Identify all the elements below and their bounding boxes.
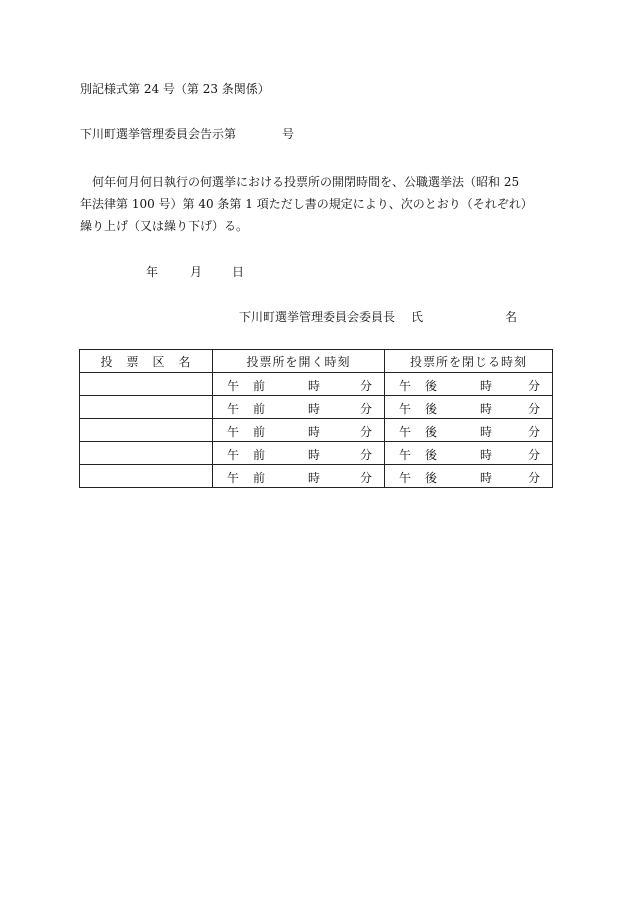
close-time-ampm: 午 <box>399 425 412 439</box>
close-time-hour: 時 <box>480 402 493 416</box>
close-time-prefix: 後 <box>425 425 438 439</box>
close-time-hour: 時 <box>480 425 493 439</box>
open-time-ampm: 午 <box>227 471 240 485</box>
open-time-prefix: 前 <box>253 448 266 462</box>
close-time-prefix: 後 <box>425 402 438 416</box>
table-row <box>80 465 553 488</box>
close-time-min: 分 <box>527 379 540 393</box>
table-row <box>80 419 553 442</box>
close-time-ampm: 午 <box>399 379 412 393</box>
close-time-hour: 時 <box>480 379 493 393</box>
open-time-cell <box>213 373 385 396</box>
signer-name-prefix: 氏 <box>411 310 424 324</box>
open-time-ampm: 午 <box>227 448 240 462</box>
close-time-prefix: 後 <box>425 471 438 485</box>
close-time-ampm: 午 <box>399 448 412 462</box>
close-time-prefix: 後 <box>425 448 438 462</box>
open-time-ampm: 午 <box>227 425 240 439</box>
close-time-min: 分 <box>527 448 540 462</box>
open-time-min: 分 <box>359 402 372 416</box>
body-line: 繰り上げ（又は繰り下げ）る。 <box>80 219 249 233</box>
close-time-hour: 時 <box>480 448 493 462</box>
header-open-time: 投票所を開く時刻 <box>213 350 385 373</box>
open-time-min: 分 <box>359 425 372 439</box>
close-time-cell <box>385 465 553 488</box>
header-district: 投 票 区 名 <box>80 350 213 373</box>
district-name-cell <box>80 442 213 465</box>
open-time-min: 分 <box>359 448 372 462</box>
notice-body <box>80 171 552 237</box>
header-close-time: 投票所を閉じる時刻 <box>385 350 553 373</box>
table-row <box>80 396 553 419</box>
open-time-ampm: 午 <box>227 402 240 416</box>
open-time-hour: 時 <box>308 448 321 462</box>
table-row <box>80 373 553 396</box>
open-time-cell <box>213 419 385 442</box>
date-line <box>146 264 244 280</box>
date-day: 日 <box>232 265 245 279</box>
notice-heading <box>80 126 294 142</box>
close-time-min: 分 <box>527 402 540 416</box>
close-time-cell <box>385 442 553 465</box>
open-time-cell <box>213 442 385 465</box>
open-time-min: 分 <box>359 471 372 485</box>
close-time-min: 分 <box>527 425 540 439</box>
form-label: 別記様式第 24 号（第 23 条関係） <box>80 82 270 96</box>
open-time-cell <box>213 465 385 488</box>
open-time-prefix: 前 <box>253 379 266 393</box>
district-name-cell <box>80 396 213 419</box>
open-time-prefix: 前 <box>253 425 266 439</box>
close-time-cell <box>385 396 553 419</box>
open-time-prefix: 前 <box>253 402 266 416</box>
date-month: 月 <box>190 265 203 279</box>
notice-heading-prefix: 下川町選挙管理委員会告示第 <box>80 127 237 141</box>
district-name-cell <box>80 419 213 442</box>
open-time-prefix: 前 <box>253 471 266 485</box>
table-row <box>80 442 553 465</box>
district-name-cell <box>80 465 213 488</box>
signer-title: 下川町選挙管理委員会委員長 <box>239 310 396 324</box>
table-header-row <box>80 350 553 373</box>
open-time-cell <box>213 396 385 419</box>
close-time-hour: 時 <box>480 471 493 485</box>
open-time-hour: 時 <box>308 471 321 485</box>
notice-heading-suffix: 号 <box>282 127 295 141</box>
close-time-cell <box>385 419 553 442</box>
signer-line <box>239 309 517 325</box>
polling-times-table <box>79 349 553 488</box>
date-year: 年 <box>146 265 159 279</box>
signer-name-suffix: 名 <box>505 310 518 324</box>
close-time-min: 分 <box>527 471 540 485</box>
body-line: 何年何月何日執行の何選挙における投票所の開閉時間を、公職選挙法（昭和 25 <box>80 175 520 189</box>
close-time-ampm: 午 <box>399 471 412 485</box>
open-time-ampm: 午 <box>227 379 240 393</box>
close-time-cell <box>385 373 553 396</box>
open-time-hour: 時 <box>308 402 321 416</box>
close-time-prefix: 後 <box>425 379 438 393</box>
close-time-ampm: 午 <box>399 402 412 416</box>
district-name-cell <box>80 373 213 396</box>
open-time-hour: 時 <box>308 379 321 393</box>
open-time-min: 分 <box>359 379 372 393</box>
open-time-hour: 時 <box>308 425 321 439</box>
body-line: 年法律第 100 号）第 40 条第 1 項ただし書の規定により、次のとおり（それぞれ） <box>80 197 533 211</box>
